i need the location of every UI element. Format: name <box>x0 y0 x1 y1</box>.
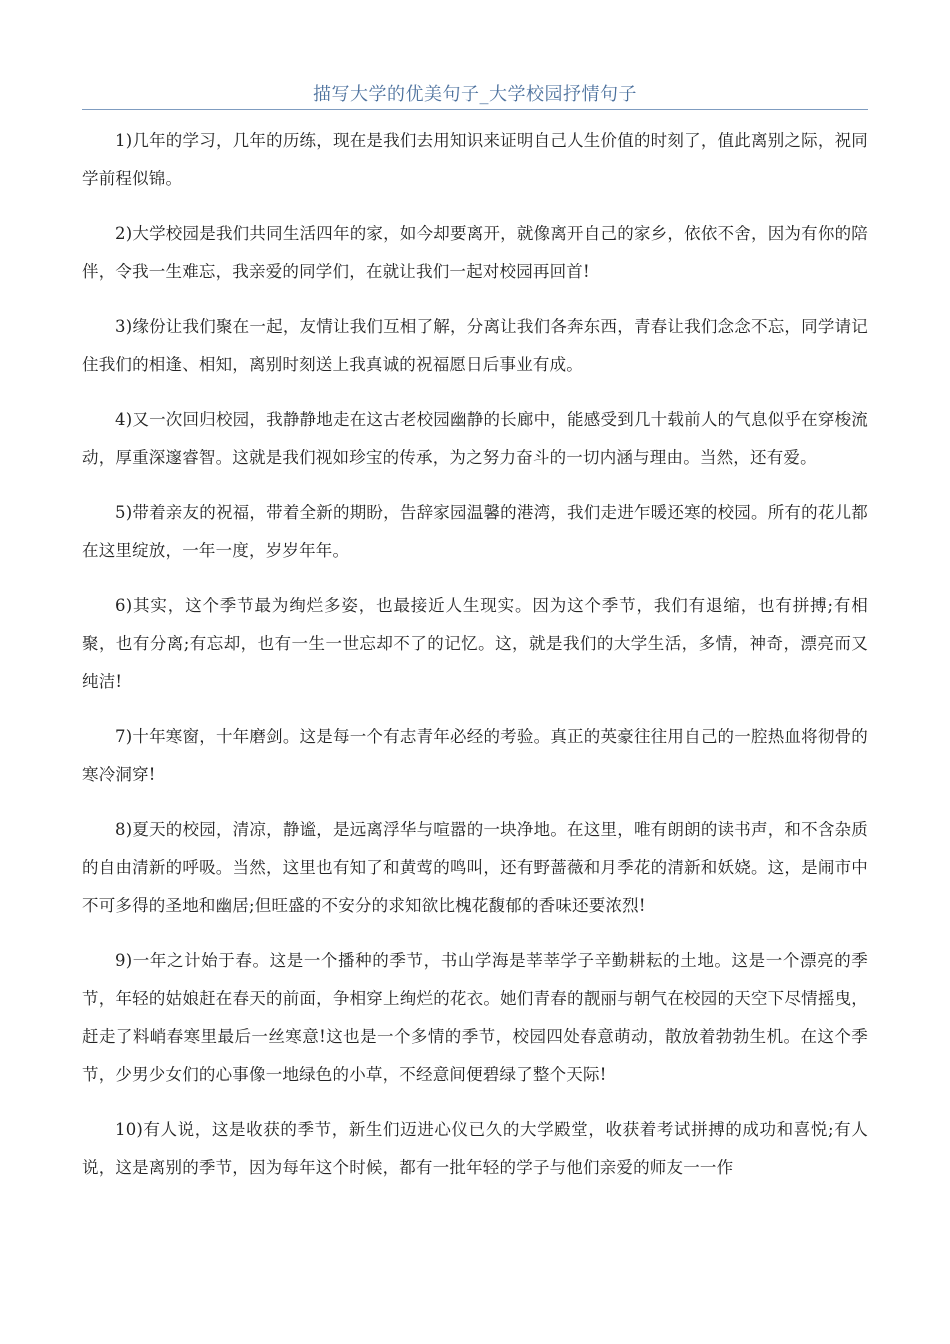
paragraph-8: 8)夏天的校园，清凉，静谧，是远离浮华与喧嚣的一块净地。在这里，唯有朗朗的读书声，和不含杂质的自由清新的呼吸。当然，这里也有知了和黄莺的鸣叫，还有野蔷薇和月季花的清新和妖娆。这，是闹市中不可多得的圣地和幽居;但旺盛的不安分的求知欲比槐花馥郁的香味还要浓烈! <box>82 820 868 915</box>
paragraph-6: 6)其实，这个季节最为绚烂多姿，也最接近人生现实。因为这个季节，我们有退缩，也有拼搏;有相聚，也有分离;有忘却，也有一生一世忘却不了的记忆。这，就是我们的大学生活，多情，神奇，漂亮而又纯洁! <box>82 596 868 691</box>
document-title: 描写大学的优美句子_大学校园抒情句子 <box>313 84 637 105</box>
paragraph-3: 3)缘份让我们聚在一起，友情让我们互相了解，分离让我们各奔东西，青春让我们念念不忘，同学请记住我们的相逢、相知，离别时刻送上我真诚的祝福愿日后事业有成。 <box>82 317 868 374</box>
paragraph-2: 2)大学校园是我们共同生活四年的家，如今却要离开，就像离开自己的家乡，依依不舍，因为有你的陪伴，令我一生难忘，我亲爱的同学们，在就让我们一起对校园再回首! <box>82 224 868 281</box>
paragraph-1: 1)几年的学习，几年的历练，现在是我们去用知识来证明自己人生价值的时刻了，值此离别之际，祝同学前程似锦。 <box>82 131 868 188</box>
page-header <box>82 82 868 108</box>
header-divider <box>82 109 868 110</box>
paragraph-7: 7)十年寒窗，十年磨剑。这是每一个有志青年必经的考验。真正的英豪往往用自己的一腔热血将彻骨的寒冷洞穿! <box>82 727 868 784</box>
paragraph-4: 4)又一次回归校园，我静静地走在这古老校园幽静的长廊中，能感受到几十载前人的气息似乎在穿梭流动，厚重深邃睿智。这就是我们视如珍宝的传承，为之努力奋斗的一切内涵与理由。当然，还有爱。 <box>82 410 868 467</box>
paragraph-10: 10)有人说，这是收获的季节，新生们迈进心仪已久的大学殿堂，收获着考试拼搏的成功和喜悦;有人说，这是离别的季节，因为每年这个时候，都有一批年轻的学子与他们亲爱的师友一一作 <box>82 1120 868 1177</box>
paragraph-5: 5)带着亲友的祝福，带着全新的期盼，告辞家园温馨的港湾，我们走进乍暖还寒的校园。所有的花儿都在这里绽放，一年一度，岁岁年年。 <box>82 503 868 560</box>
document-body <box>82 122 868 1204</box>
paragraph-9: 9)一年之计始于春。这是一个播种的季节，书山学海是莘莘学子辛勤耕耘的土地。这是一个漂亮的季节，年轻的姑娘赶在春天的前面，争相穿上绚烂的花衣。她们青春的靓丽与朝气在校园的天空下尽情摇曳，赶走了料峭春寒里最后一丝寒意!这也是一个多情的季节，校园四处春意萌动，散放着勃勃生机。在这个季节，少男少女们的心事像一地绿色的小草，不经意间便碧绿了整个天际! <box>82 951 868 1084</box>
